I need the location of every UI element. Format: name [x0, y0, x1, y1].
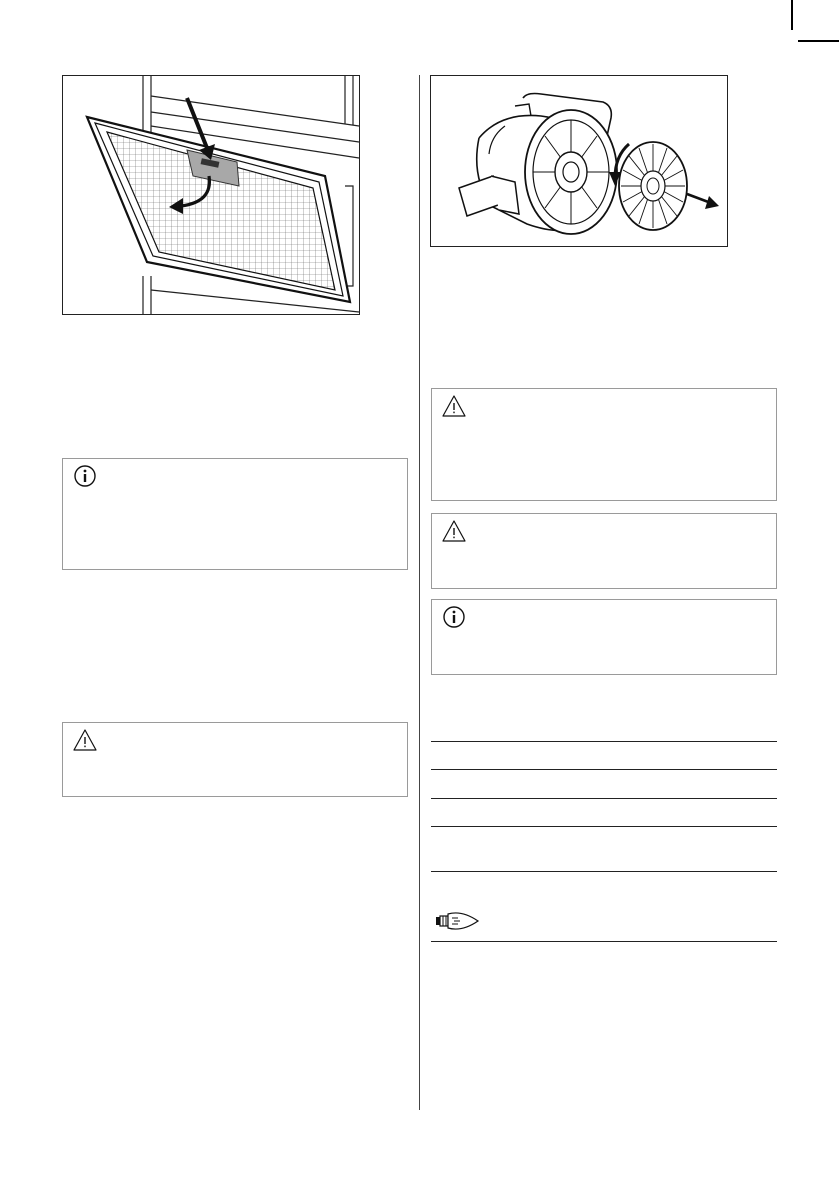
info-notice-right — [431, 599, 777, 675]
table-row-divider — [431, 769, 777, 770]
warning-icon — [73, 728, 97, 752]
table-row-divider — [431, 741, 777, 742]
warning-notice-left — [62, 722, 408, 797]
column-separator — [419, 75, 420, 1110]
warning-icon — [442, 519, 466, 543]
grease-filter-removal-illustration — [62, 75, 360, 315]
info-notice-left — [62, 458, 408, 570]
crop-mark-horizontal — [798, 40, 839, 42]
warning-icon — [442, 394, 466, 418]
light-bulb-icon — [434, 911, 484, 931]
table-row-divider — [431, 798, 777, 799]
warning-notice-right-2 — [431, 513, 777, 589]
crop-mark-vertical — [791, 0, 793, 30]
table-row-divider — [431, 941, 777, 942]
table-row-divider — [431, 871, 777, 872]
info-icon — [73, 464, 97, 488]
info-icon — [442, 605, 466, 629]
charcoal-filter-removal-illustration — [430, 75, 728, 247]
table-row-divider — [431, 826, 777, 827]
warning-notice-right-1 — [431, 388, 777, 501]
